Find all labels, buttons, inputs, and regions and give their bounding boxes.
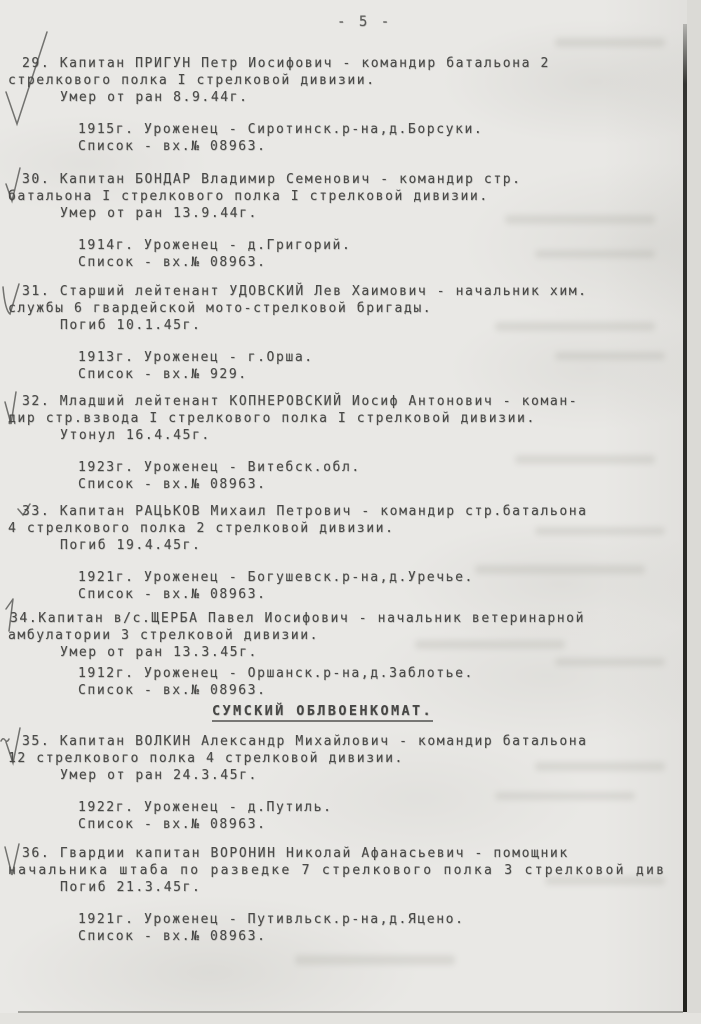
entry-line: дир стр.взвода I стрелкового полка I стрелковой дивизии. xyxy=(8,411,536,426)
entry-death-line: Умер от ран 13.3.45г. xyxy=(60,645,258,660)
entry-list-line: Список - вх.№ 08963. xyxy=(78,139,267,154)
entry-list-line: Список - вх.№ 08963. xyxy=(78,817,267,832)
entry-list-line: Список - вх.№ 08963. xyxy=(78,255,267,270)
entry-line: 12 стрелкового полка 4 стрелковой дивизии. xyxy=(8,751,404,766)
section-header: СУМСКИЙ ОБЛВОЕНКОМАТ. xyxy=(212,703,433,722)
entry-death-line: Погиб 21.3.45г. xyxy=(60,880,202,895)
entry-list-line: Список - вх.№ 08963. xyxy=(78,477,267,492)
entry-heading-line: 36. Гвардии капитан ВОРОНИН Николай Афанасьевич - помощник xyxy=(22,846,569,861)
entry-heading-line: 30. Капитан БОНДАР Владимир Семенович - командир стр. xyxy=(22,172,522,187)
entry-line: службы 6 гвардейской мото-стрелковой бригады. xyxy=(8,301,433,316)
entry-line: батальона I стрелкового полка I стрелковой дивизии. xyxy=(8,189,489,204)
entry-death-line: Погиб 10.1.45г. xyxy=(60,318,202,333)
entry-birth-line: 1915г. Уроженец - Сиротинск.р-на,д.Борсуки. xyxy=(78,122,484,137)
page-right-edge xyxy=(683,24,687,1012)
entry-birth-line: 1921г. Уроженец - Путивльск.р-на,д.Яцено. xyxy=(78,912,465,927)
entry-32 xyxy=(8,393,700,493)
entry-heading-line: 34.Капитан в/с.ЩЕРБА Павел Иосифович - начальник ветеринарной xyxy=(10,611,586,626)
entry-line: стрелкового полка I стрелковой дивизии. xyxy=(8,73,376,88)
entry-line: 4 стрелкового полка 2 стрелковой дивизии. xyxy=(8,521,395,536)
entry-line: начальника штаба по разведке 7 стрелкового полка 3 стрелковой див xyxy=(8,863,667,878)
entry-birth-line: 1914г. Уроженец - д.Григорий. xyxy=(78,238,352,253)
scan-right-margin xyxy=(687,0,701,1024)
entry-death-line: Умер от ран 8.9.44г. xyxy=(60,90,249,105)
entry-birth-line: 1923г. Уроженец - Витебск.обл. xyxy=(78,460,361,475)
entry-35 xyxy=(8,733,700,833)
entry-36 xyxy=(8,845,700,945)
entry-death-line: Умер от ран 24.3.45г. xyxy=(60,768,258,783)
entry-list-line: Список - вх.№ 08963. xyxy=(78,587,267,602)
entry-heading-line: 35. Капитан ВОЛКИН Александр Михайлович - командир батальона xyxy=(22,734,588,749)
entry-list-line: Список - вх.№ 08963. xyxy=(78,683,267,698)
entry-birth-line: 1913г. Уроженец - г.Орша. xyxy=(78,350,314,365)
entry-death-line: Умер от ран 13.9.44г. xyxy=(60,206,258,221)
entry-birth-line: 1922г. Уроженец - д.Путиль. xyxy=(78,800,333,815)
entry-list-line: Список - вх.№ 929. xyxy=(78,367,248,382)
entry-34 xyxy=(8,610,700,699)
entry-31 xyxy=(8,283,700,383)
entry-list-line: Список - вх.№ 08963. xyxy=(78,929,267,944)
entry-heading-line: 33. Капитан РАЦЬКОВ Михаил Петрович - командир стр.батальона xyxy=(22,504,588,519)
entry-30 xyxy=(8,171,700,271)
entry-heading-line: 31. Старший лейтенант УДОВСКИЙ Лев Хаимович - начальник хим. xyxy=(22,284,588,299)
entry-birth-line: 1912г. Уроженец - Оршанск.р-на,д.Заблотье. xyxy=(78,666,474,681)
bleed-smudge xyxy=(555,38,665,47)
entry-heading-line: 29. Капитан ПРИГУН Петр Иосифович - командир батальона 2 xyxy=(22,56,550,71)
entry-birth-line: 1921г. Уроженец - Богушевск.р-на,д.Уречье. xyxy=(78,570,474,585)
entry-heading-line: 32. Младший лейтенант КОПНЕРОВСКИЙ Иосиф Антонович - коман- xyxy=(22,394,579,409)
entry-death-line: Погиб 19.4.45г. xyxy=(60,538,202,553)
entry-line: амбулатории 3 стрелковой дивизии. xyxy=(8,628,320,643)
bleed-smudge xyxy=(295,955,455,965)
entry-death-line: Утонул 16.4.45г. xyxy=(60,428,211,443)
entry-29 xyxy=(8,55,700,155)
entry-33 xyxy=(8,503,700,603)
scan-bottom-margin xyxy=(0,1013,701,1024)
page-number: - 5 - xyxy=(337,14,392,30)
